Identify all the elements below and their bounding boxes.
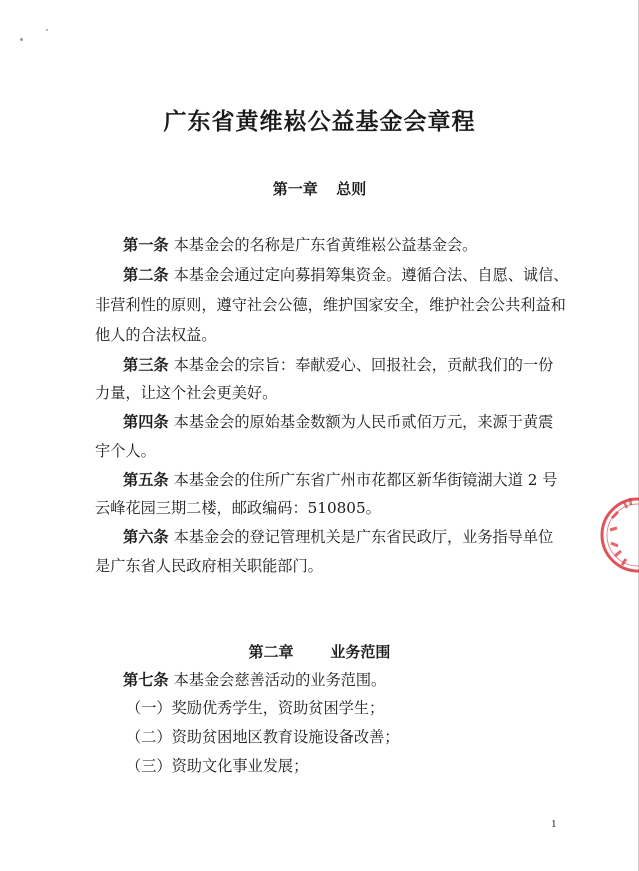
official-seal-stamp xyxy=(600,480,639,590)
article-number: 第四条 xyxy=(123,413,169,431)
article-text: 本基金会慈善活动的业务范围。 xyxy=(173,671,387,689)
article-text-continuation: 是广东省人民政府相关职能部门。 xyxy=(95,557,323,575)
article-number: 第一条 xyxy=(123,236,169,254)
article-text: 本基金会的登记管理机关是广东省民政厅，业务指导单位 xyxy=(173,528,554,546)
article-3 xyxy=(123,355,553,375)
article-text-continuation: 非营利性的原则，遵守社会公德，维护国家安全，维护社会公共利益和 xyxy=(95,296,566,314)
article-number: 第二条 xyxy=(123,266,169,284)
article-number: 第五条 xyxy=(123,471,169,489)
article-6 xyxy=(123,527,553,547)
article-text: 本基金会通过定向募捐筹集资金。遵循合法、自愿、诚信、 xyxy=(173,266,569,284)
article-text: 本基金会的名称是广东省黄维崧公益基金会。 xyxy=(173,236,478,254)
scope-item: （三）资助文化事业发展； xyxy=(126,757,309,775)
article-1 xyxy=(123,235,477,255)
article-text-continuation: 他人的合法权益。 xyxy=(95,326,217,344)
document-title: 广东省黄维崧公益基金会章程 xyxy=(163,109,476,135)
article-text: 本基金会的住所广东省广州市花都区新华街镜湖大道 2 号 xyxy=(173,471,558,489)
article-text-continuation: 宇个人。 xyxy=(95,442,156,460)
article-2 xyxy=(123,265,568,285)
scope-item: （二）资助贫困地区教育设施设备改善； xyxy=(126,728,400,746)
article-text: 本基金会的宗旨：奉献爱心、回报社会，贡献我们的一份 xyxy=(173,356,554,374)
scan-speck xyxy=(46,29,48,31)
article-text: 本基金会的原始基金数额为人民币贰佰万元，来源于黄震 xyxy=(173,413,554,431)
article-7 xyxy=(123,670,386,690)
article-number: 第三条 xyxy=(123,356,169,374)
article-number: 第七条 xyxy=(123,671,169,689)
article-text-continuation: 云峰花园三期二楼，邮政编码：510805。 xyxy=(95,499,381,517)
page-number: 1 xyxy=(551,818,557,830)
chapter-2-heading: 第二章 业务范围 xyxy=(248,643,391,661)
article-4 xyxy=(123,412,553,432)
article-text-continuation: 力量，让这个社会更美好。 xyxy=(95,384,278,402)
scan-speck xyxy=(20,38,23,41)
scope-item: （一）奖励优秀学生，资助贫困学生； xyxy=(126,699,385,717)
article-number: 第六条 xyxy=(123,528,169,546)
article-5 xyxy=(123,470,557,490)
chapter-1-heading: 第一章 总则 xyxy=(272,180,367,198)
